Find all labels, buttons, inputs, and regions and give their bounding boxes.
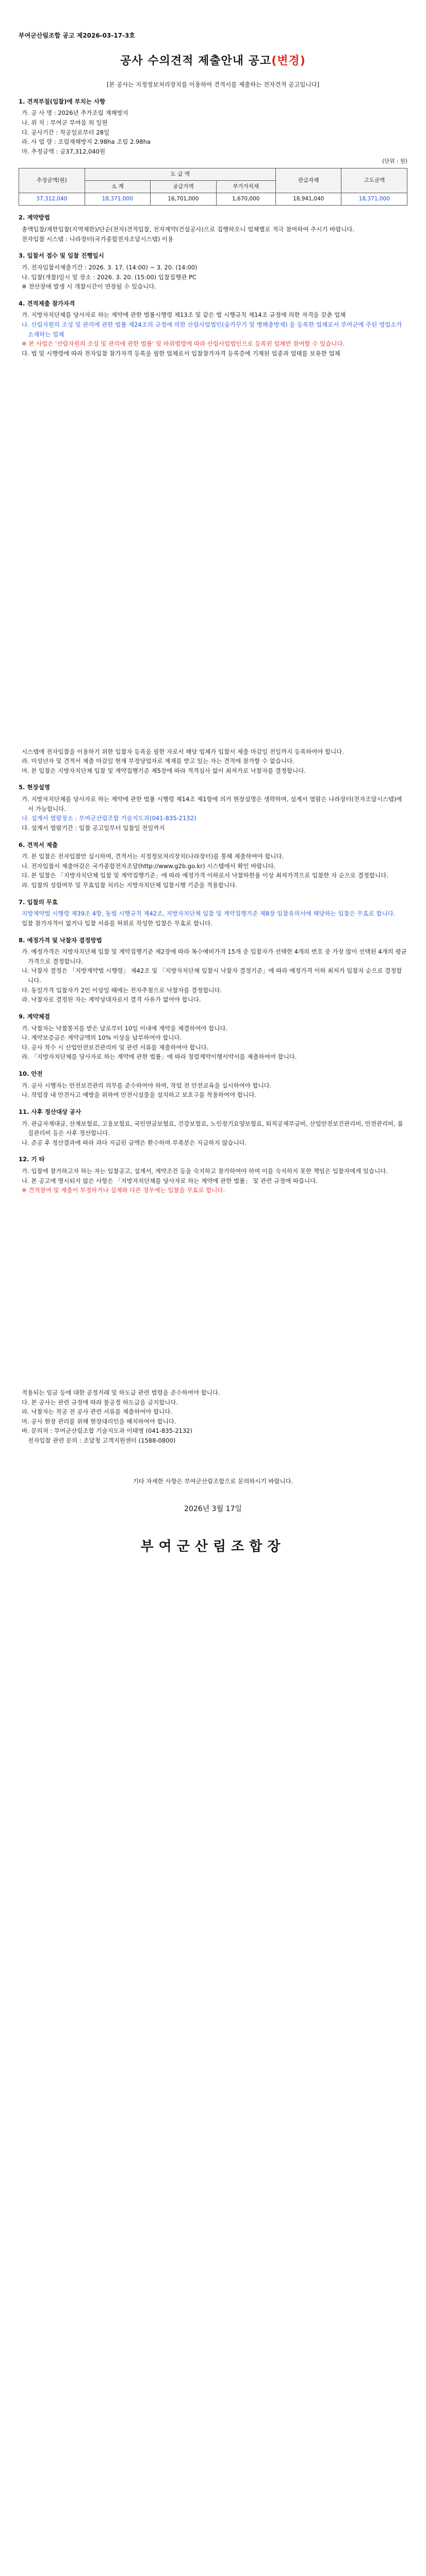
section-12-line: 다. 본 공사는 관련 규정에 따라 불공정 하도급을 금지합니다.	[22, 1398, 178, 1406]
publish-date: 2026년 3월 17일	[184, 1505, 242, 1514]
section-1-line: 다. 공사기간 : 착공일로부터 28일	[22, 128, 110, 136]
section-11-line: 나. 준공 후 정산결과에 따라 과다 지급된 금액은 환수하며 부족분은 지급하지 않습니다.	[22, 1139, 247, 1146]
table-cell: 18,941,040	[275, 193, 341, 206]
title-main: 공사 수의견적 제출안내 공고	[120, 55, 272, 68]
section-11-heading: 11. 사후 정산대상 공사	[19, 1108, 81, 1115]
section-7-line: 지방계약법 시행령 제39조 4항, 동법 시행규칙 제42조, 지방자치단체 입찰 및 계약집행기준 제8장 입찰유의서에 해당하는 입찰은 무효로 합니다.	[22, 910, 396, 918]
section-6-line: 다. 본 입찰은 「지방자치단체 입찰 및 계약집행기준」에 따라 예정가격 이하로서 낙찰하한율 이상 최저가격으로 입찰한 자 순으로 결정합니다.	[22, 872, 388, 879]
section-6-line: 나. 전자입찰서 제출마감은 국가종합전자조달(http://www.g2b.go.kr) 시스템에서 확인 바랍니다.	[22, 862, 276, 870]
section-2-line: 전자입찰 시스템 : 나라장터(국가종합전자조달시스템) 이용	[22, 235, 174, 243]
section-6	[19, 840, 407, 890]
section-2	[19, 213, 407, 244]
section-8-line: 가. 예정가격은 지방자치단체 입찰 및 계약집행기준 제2장에 따라 복수예비가격 15개 중 입찰자가 선택한 4개의 번호 중 가장 많이 선택된 4개의 평균가격으로 결정합니다.	[22, 948, 407, 965]
section-12-line: 라. 낙찰자는 착공 전 공사 관련 서류를 제출하여야 합니다.	[22, 1408, 173, 1416]
blank-space	[19, 359, 407, 740]
document-title	[19, 52, 407, 71]
section-1	[19, 97, 407, 206]
section-3-line: 나. 입찰(개찰)일시 및 장소 : 2026. 3. 20. (15:00) 입찰집행관 PC	[22, 273, 196, 281]
table-cell: 16,701,000	[151, 193, 217, 206]
section-9	[19, 1012, 407, 1062]
table-unit: (단위 : 원)	[382, 158, 407, 165]
table-cell: 37,312,040	[19, 193, 85, 206]
section-10-heading: 10. 안전	[19, 1070, 43, 1078]
section-11	[19, 1107, 407, 1148]
table-subheader: 부가가치세	[216, 181, 275, 193]
section-5-line: 나. 설계서 열람장소 : 부여군산림조합 기술지도과(041-835-2132)	[22, 815, 196, 822]
section-10-line: 가. 공사 시행자는 안전보건관리 의무를 준수하여야 하며, 작업 전 안전교육을 실시하여야 합니다.	[22, 1081, 272, 1089]
blank-space	[19, 1195, 407, 1381]
cost-table	[19, 168, 407, 206]
table-cell: 18,371,000	[85, 193, 151, 206]
section-1-heading: 1. 견적부칠(입찰)에 부치는 사항	[19, 97, 106, 105]
section-6-line: 라. 입찰의 성립여부 및 무효입찰 처리는 지방자치단체 입찰시행 기준을 적용합니다.	[22, 882, 237, 889]
section-10	[19, 1069, 407, 1100]
notice-number: 부여군산림조합 공고 제2026-03-17-3호	[19, 32, 135, 39]
section-4-line: 시스템에 전자입찰을 이용하기 위한 입찰자 등록을 필한 자로서 해당 업체가 입찰서 제출 마감일 전일까지 등록하여야 합니다.	[22, 748, 345, 755]
section-2-heading: 2. 계약방법	[19, 214, 50, 222]
section-12	[19, 1155, 407, 1195]
section-12-line: 마. 공사 현장 관리를 위해 현장대리인을 배치하여야 합니다.	[22, 1417, 176, 1425]
section-7-heading: 7. 입찰의 무효	[19, 898, 58, 906]
table-header: 추정금액(원)	[19, 168, 85, 193]
section-4-heading: 4. 견적제출 참가자격	[19, 299, 75, 307]
section-3-heading: 3. 입찰서 접수 및 입찰 진행일시	[19, 252, 104, 260]
table-subheader: 소 계	[85, 181, 151, 193]
table-cell: 1,670,000	[216, 193, 275, 206]
closing-note: 기타 자세한 사항은 부여군산림조합으로 문의하시기 바랍니다.	[133, 1477, 293, 1485]
section-1-line: 나. 위 치 : 부여군 부여읍 외 일원	[22, 118, 108, 126]
section-4-line: 가. 지방자치단체를 당사자로 하는 계약에 관한 법률시행령 제13조 및 같은 법 시행규칙 제14조 규정에 의한 자격을 갖춘 업체	[22, 311, 346, 319]
section-6-heading: 6. 견적서 제출	[19, 841, 58, 849]
section-8	[19, 936, 407, 1005]
section-9-line: 라. 「지방자치단체를 당사자로 하는 계약에 관한 법률」에 따라 청렴계약이행서약서를 제출하여야 합니다.	[22, 1053, 297, 1061]
section-11-line: 가. 관급자재대금, 산재보험료, 고용보험료, 국민연금보험료, 건강보험료, 노인장기요양보험료, 퇴직공제부금비, 산업안전보건관리비, 안전관리비, 품질관리비 등은 사후 정산합니다.	[22, 1120, 403, 1137]
section-9-line: 나. 계약보증금은 계약금액의 10% 이상을 납부하여야 합니다.	[22, 1034, 182, 1042]
section-3-line: 가. 전자입찰서제출기간 : 2026. 3. 17. (14:00) ~ 3. 20. (14:00)	[22, 263, 198, 271]
section-8-line: 나. 낙찰자 결정은 「지방계약법 시행령」 제42조 및 「지방자치단체 입찰시 낙찰자 결정기준」에 따라 예정가격 이하 최저가 입찰자 순으로 결정합니다.	[22, 967, 402, 985]
lead-notice: [본 공사는 지정정보처리장치를 이용하여 견적서를 제출하는 전자견적 공고입니다]	[106, 81, 320, 89]
contact-line: 전자입찰 관련 문의 : 조달청 고객지원센터 (1588-0800)	[28, 1437, 176, 1445]
section-4-line: 라. 미성년자 및 견적서 제출 마감일 현재 부정당업자로 제재를 받고 있는 자는 견적에 참가할 수 없습니다.	[22, 757, 294, 765]
table-header: 고도금액	[341, 168, 407, 193]
section-10-line: 나. 작업장 내 안전사고 예방을 위하여 안전시설물을 설치하고 보호구를 착용하여야 합니다.	[22, 1091, 256, 1099]
section-3-line: ※ 전산장애 발생 시 개찰시간이 연장될 수 있습니다.	[22, 283, 157, 291]
section-5-heading: 5. 현장설명	[19, 784, 50, 791]
section-4-line: 마. 본 입찰은 지방자치단체 입찰 및 계약집행기준 제5장에 따라 적격심사 없이 최저가로 낙찰자를 결정합니다.	[22, 767, 306, 774]
section-8-line: 다. 동일가격 입찰자가 2인 이상일 때에는 전자추첨으로 낙찰자를 결정합니다.	[22, 986, 222, 994]
section-1-line: 마. 추정금액 : 금37,312,040원	[22, 147, 106, 155]
contact-line: 바. 문의처 : 부여군산림조합 기술지도과 이태영 (041-835-2132)	[22, 1427, 192, 1435]
section-12-heading: 12. 기 타	[19, 1156, 45, 1163]
section-7-line: 입찰 참가자격이 없거나 입찰 서류를 허위로 작성한 입찰은 무효로 합니다.	[22, 919, 212, 927]
section-4-warning: ※ 본 사업은 '산림자원의 조성 및 관리에 관한 법률' 및 하위법령에 따라 산림사업법인으로 등록된 업체만 참여할 수 있습니다.	[22, 340, 345, 348]
section-4	[19, 299, 407, 359]
section-12-line: 나. 본 공고에 명시되지 않은 사항은 「지방자치단체를 당사자로 하는 계약에 관한 법률」 및 관련 규정에 따릅니다.	[22, 1177, 318, 1184]
section-12-continued	[19, 1388, 407, 1446]
section-1-line: 가. 공 사 명 : 2026년 추가조림 재해방지	[22, 109, 128, 117]
section-3	[19, 251, 407, 292]
table-subheader: 공급가액	[151, 181, 217, 193]
table-header: 도 급 액	[85, 168, 275, 181]
section-6-line: 가. 본 입찰은 전자입찰만 실시하며, 견적서는 지정정보처리장치(나라장터)를 통해 제출하여야 합니다.	[22, 853, 284, 860]
issuer-name: 부여군산림조합장	[140, 1538, 286, 1554]
section-8-line: 라. 낙찰자로 결정된 자는 계약상대자로서 결격 사유가 없어야 합니다.	[22, 996, 201, 1004]
section-12-line: 적용되는 임금 등에 대한 공정거래 및 하도급 관련 법령을 준수하여야 합니다.	[22, 1388, 220, 1396]
section-12-line: 가. 입찰에 참가하고자 하는 자는 입찰공고, 설계서, 계약조건 등을 숙지하고 참가하여야 하며 이를 숙지하지 못한 책임은 입찰자에게 있습니다.	[22, 1167, 388, 1175]
section-7	[19, 897, 407, 928]
section-9-line: 다. 공사 착수 시 산업안전보건관리비 및 관련 서류를 제출하여야 합니다.	[22, 1043, 209, 1051]
section-1-line: 라. 사 업 량 : 조림재해방지 2.98ha 조림 2.98ha	[22, 138, 151, 146]
table-cell: 18,371,000	[341, 193, 407, 206]
section-5-line: 가. 지방자치단체를 당사자로 하는 계약에 관한 법률 시행령 제14조 제1항에 의거 현장설명은 생략하며, 설계서 열람은 나라장터(전자조달시스템)에서 가능합니다.	[22, 795, 402, 812]
section-4-continued	[19, 747, 407, 776]
section-5-line: 다. 설계서 열람기간 : 입찰 공고일부터 입찰일 전일까지	[22, 824, 165, 832]
section-4-line: 다. 법 및 시행령에 따라 전자입찰 참가자격 등록을 필한 업체로서 입찰참가자격 등록증에 기재된 업종과 업태를 보유한 업체	[22, 349, 340, 357]
section-12-warning: ※ 견적참여 및 제출이 부정하거나 실제와 다른 경우에는 입찰을 무효로 합니다.	[22, 1187, 225, 1194]
title-revision-tag: (변경)	[271, 55, 306, 68]
section-4-line: 나. 산림자원의 조성 및 관리에 관한 법률 제24조의 규정에 의한 산림사업법인(숲가꾸기 및 병해충방제) 을 등록한 업체로서 부여군에 주된 영업소가 소재하는 업체	[22, 321, 402, 338]
section-9-heading: 9. 계약체결	[19, 1012, 50, 1020]
section-2-line: 총액입찰/제한입찰(지역제한)/단순(전자)견적입찰, 전자계약(건설공사)으로 집행하오니 업체별로 적극 참여하여 주시기 바랍니다.	[22, 226, 355, 233]
section-8-heading: 8. 예정가격 및 낙찰자 결정방법	[19, 936, 102, 944]
section-9-line: 가. 낙찰자는 낙찰통지를 받은 날로부터 10일 이내에 계약을 체결하여야 합니다.	[22, 1024, 228, 1032]
table-header: 관급자재	[275, 168, 341, 193]
section-5	[19, 783, 407, 833]
